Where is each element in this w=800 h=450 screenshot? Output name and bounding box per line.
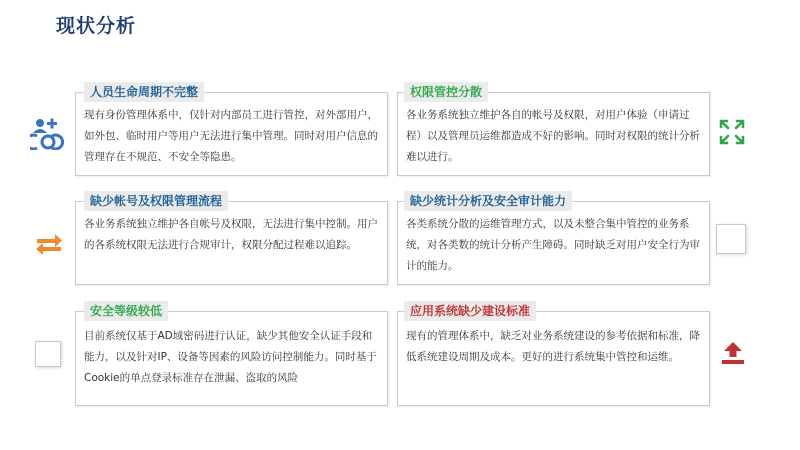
card-body: 现有身份管理体系中，仅针对内部员工进行管控，对外部用户，如外包、临时用户等用户无法进行集中管理。同时对用户信息的管理存在不规范、不安全等隐患。 xyxy=(84,109,378,163)
card-account-process xyxy=(75,194,388,285)
card-title: 人员生命周期不完整 xyxy=(84,82,204,102)
expand-arrows-icon xyxy=(718,118,746,146)
card-statistics-audit xyxy=(397,194,710,285)
page-title: 现状分析 xyxy=(56,15,137,37)
blank-box-icon xyxy=(35,341,61,367)
user-add-icon xyxy=(30,116,64,150)
card-system-standards xyxy=(397,304,710,406)
card-permission-control xyxy=(397,85,710,176)
card-title: 缺少帐号及权限管理流程 xyxy=(84,191,228,211)
swap-arrows-icon xyxy=(34,230,64,256)
card-body: 各类系统分散的运维管理方式，以及未整合集中管控的业务系统，对各类数的统计分析产生障碍。同时缺乏对用户安全行为审计的能力。 xyxy=(406,218,700,272)
card-title: 应用系统缺少建设标准 xyxy=(404,301,536,321)
card-body: 各业务系统独立维护各自帐号及权限，无法进行集中控制。用户的各系统权限无法进行合规审计，权限分配过程难以追踪。 xyxy=(84,218,378,251)
card-title: 缺少统计分析及安全审计能力 xyxy=(404,191,572,211)
card-body: 现有的管理体系中，缺乏对业务系统建设的参考依据和标准，降低系统建设周期及成本。更好的进行系统集中管控和运维。 xyxy=(406,330,700,363)
card-personnel-lifecycle xyxy=(75,85,388,176)
card-body: 各业务系统独立维护各自的帐号及权限，对用户体验（申请过程）以及管理员运维都造成不好的影响。同时对权限的统计分析难以进行。 xyxy=(406,109,700,163)
card-title: 权限管控分散 xyxy=(404,82,488,102)
card-title: 安全等级较低 xyxy=(84,301,168,321)
card-security-level xyxy=(75,304,388,406)
card-body: 目前系统仅基于AD域密码进行认证，缺少其他安全认证手段和能力，以及针对IP、设备等因素的风险访问控制能力。同时基于Cookie的单点登录标准存在泄漏、盗取的风险 xyxy=(84,330,377,384)
blank-box-icon xyxy=(716,224,746,254)
upload-icon xyxy=(720,340,746,366)
